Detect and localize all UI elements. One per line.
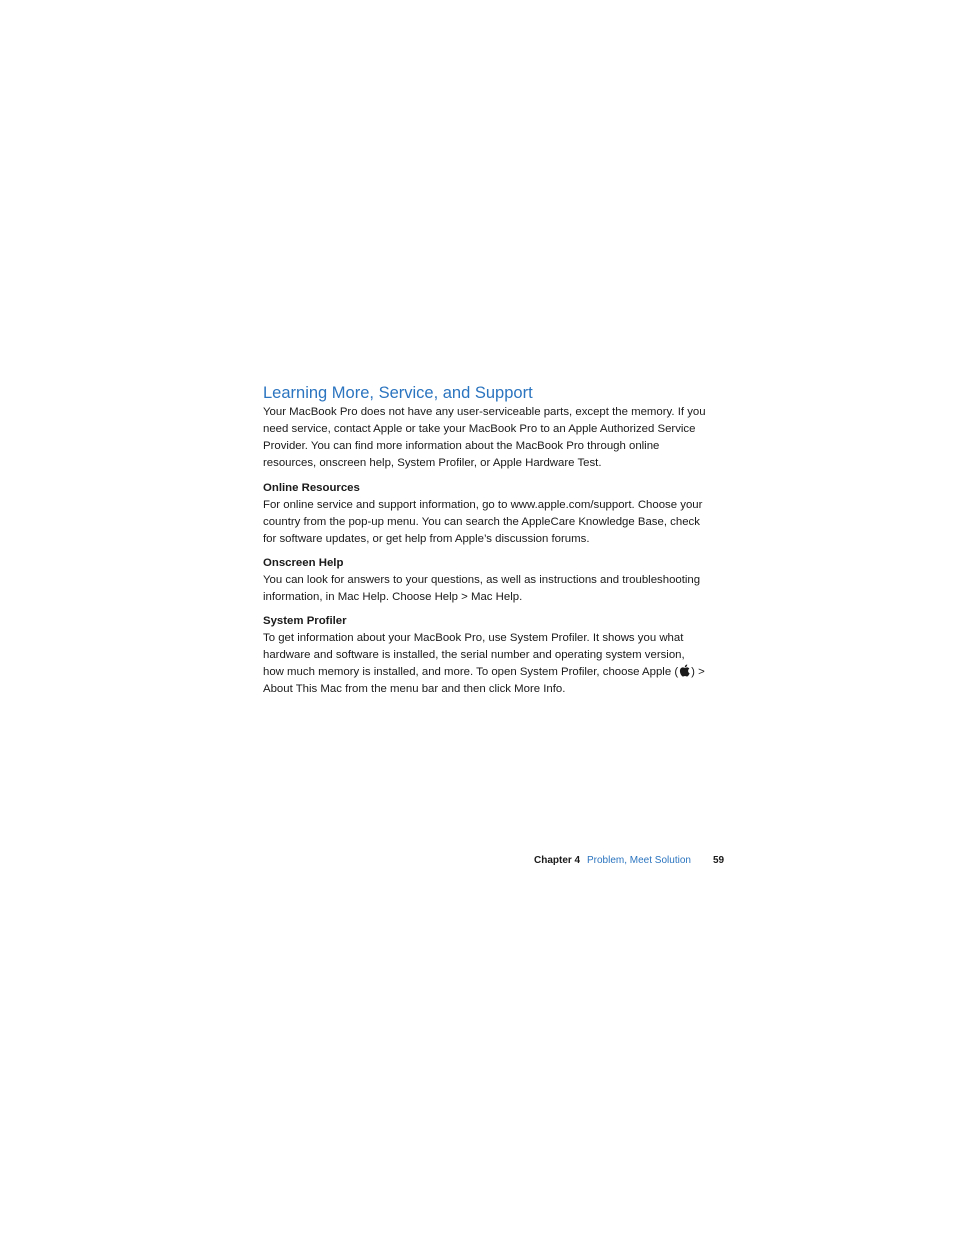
section-title: Learning More, Service, and Support bbox=[263, 384, 533, 402]
body-text-before-icon: To get information about your MacBook Pro, use System Profiler. It shows you what hardware and software is installed, the serial number and operating system version, how much memory is installed, and more. To open System Profiler, choose Apple ( bbox=[263, 632, 685, 678]
subsection-onscreen-help bbox=[263, 555, 708, 606]
subsection-body: For online service and support information, go to www.apple.com/support. Choose your country from the pop-up menu. You can search the AppleCare Knowledge Base, check for software updates, or get help from Apple’s discussion forums. bbox=[263, 499, 703, 545]
subsection-heading: Onscreen Help bbox=[263, 557, 344, 569]
subsection-body: You can look for answers to your questions, as well as instructions and troubleshooting information, in Mac Help. Choose Help > Mac Help. bbox=[263, 574, 701, 603]
apple-logo-icon bbox=[679, 664, 690, 677]
subsection-body bbox=[263, 630, 708, 698]
page-footer bbox=[0, 853, 954, 869]
subsection-heading: System Profiler bbox=[263, 615, 347, 627]
intro-paragraph: Your MacBook Pro does not have any user-serviceable parts, except the memory. If you need service, contact Apple or take your MacBook Pro to an Apple Authorized Service Provider. You can find more information about the MacBook Pro through online resources, onscreen help, System Profiler, or Apple Hardware Test. bbox=[263, 406, 706, 469]
subsection-system-profiler bbox=[263, 613, 708, 698]
subsection-online-resources bbox=[263, 480, 708, 548]
footer-chapter-label: Chapter 4 bbox=[534, 855, 581, 866]
subsection-heading: Online Resources bbox=[263, 482, 360, 494]
footer-chapter-title: Problem, Meet Solution bbox=[587, 855, 691, 866]
page-content bbox=[263, 382, 708, 698]
footer-page-number: 59 bbox=[713, 855, 725, 866]
body-text-after-icon: ) > About This Mac from the menu bar and then click More Info. bbox=[263, 666, 705, 695]
